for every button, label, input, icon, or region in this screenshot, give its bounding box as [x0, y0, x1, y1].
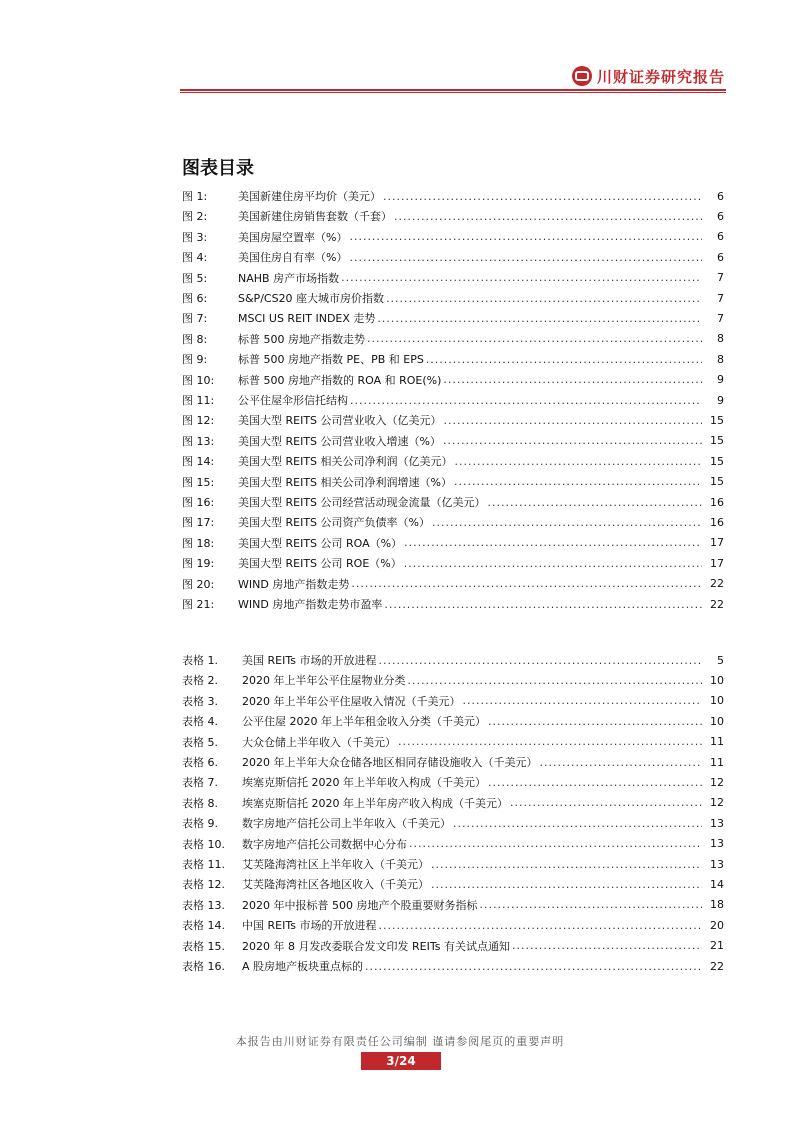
- table-entry-label: 表格 1.: [182, 654, 218, 667]
- table-entry[interactable]: [182, 915, 724, 935]
- figure-entry-page: 9: [717, 373, 724, 387]
- table-entry[interactable]: [182, 813, 724, 833]
- figure-entry[interactable]: [182, 492, 724, 512]
- figure-entry-page: 15: [710, 454, 724, 468]
- table-entry-title: 2020 年中报标普 500 房地产个股重要财务指标: [242, 898, 478, 912]
- table-entry-page: 12: [710, 796, 724, 810]
- figure-entry[interactable]: [182, 512, 724, 532]
- figure-entry-page: 6: [717, 230, 724, 244]
- figure-entry-title: 标普 500 房地产指数的 ROA 和 ROE(%): [238, 373, 442, 387]
- figure-entry-title: 美国大型 REITS 相关公司净利润（亿美元）: [238, 455, 453, 469]
- table-entry-leader: [407, 837, 702, 850]
- table-entry-label: 表格 6.: [182, 756, 218, 769]
- table-entry[interactable]: [182, 752, 724, 772]
- header-rule-thin: [180, 92, 726, 93]
- table-entry[interactable]: [182, 834, 724, 854]
- table-entry-label: 表格 4.: [182, 715, 218, 729]
- figure-entry-label: 图 11:: [182, 394, 215, 407]
- table-entry-title: 埃塞克斯信托 2020 年上半年房产收入构成（千美元）: [242, 796, 508, 810]
- table-entry-label: 表格 11.: [182, 858, 225, 871]
- table-entry-page: 10: [710, 673, 724, 687]
- figure-entry-page: 17: [710, 556, 724, 570]
- figure-entry-leader: [339, 271, 702, 284]
- figure-entry-title: NAHB 房产市场指数: [238, 271, 340, 285]
- table-entry-title: 数字房地产信托公司数据中心分布: [242, 837, 407, 851]
- figure-entry-label: 图 12:: [182, 414, 215, 428]
- figure-entry[interactable]: [182, 431, 724, 451]
- figure-entry-title: 美国新建住房平均价（美元）: [238, 190, 381, 203]
- table-entry-page: 10: [710, 694, 724, 708]
- figure-entry-leader: [402, 536, 702, 549]
- table-entry-title: 埃塞克斯信托 2020 年上半年收入构成（千美元）: [242, 776, 486, 790]
- figure-entry-label: 图 21:: [182, 598, 215, 611]
- figure-entry-page: 9: [717, 393, 724, 407]
- figure-entry-label: 图 14:: [182, 455, 215, 469]
- figure-entry[interactable]: [182, 574, 724, 594]
- figure-entry-page: 15: [710, 475, 724, 489]
- table-entry[interactable]: [182, 691, 724, 711]
- table-entry-title: 2020 年上半年公平住屋收入情况（千美元）: [242, 694, 461, 708]
- figure-entry-page: 7: [717, 271, 724, 285]
- figure-entry-leader: [375, 312, 702, 325]
- header-rule: [180, 89, 726, 91]
- figure-entry-title: 美国房屋空置率（%）: [238, 230, 348, 244]
- table-entry-leader: [363, 960, 702, 973]
- figure-entry-label: 图 5:: [182, 271, 208, 285]
- figure-entry[interactable]: [182, 349, 724, 369]
- figure-entry-leader: [430, 516, 702, 529]
- table-entry-label: 表格 9.: [182, 817, 218, 831]
- figure-entry-label: 图 3:: [182, 230, 208, 244]
- figure-entry-label: 图 8:: [182, 332, 208, 346]
- figure-entry-leader: [347, 251, 702, 264]
- figure-entry[interactable]: [182, 288, 724, 308]
- page-number: 3/24: [361, 1052, 441, 1070]
- figure-entry[interactable]: [182, 227, 724, 247]
- table-entry-label: 表格 2.: [182, 674, 218, 688]
- figure-entry-leader: [349, 577, 702, 590]
- table-entry-page: 18: [710, 898, 724, 912]
- table-entry-label: 表格 3.: [182, 694, 218, 708]
- table-entry-title: 2020 年上半年大众仓储各地区相同存储设施收入（千美元）: [242, 756, 538, 769]
- table-entry-leader: [508, 796, 702, 809]
- footer-disclaimer: 本报告由川财证券有限责任公司编制 谨请参阅尾页的重要声明: [235, 1035, 565, 1048]
- figure-entry-leader: [381, 190, 702, 203]
- figure-entry-title: 美国大型 REITS 相关公司净利润增速（%）: [238, 475, 452, 489]
- table-entry-leader: [486, 715, 702, 728]
- figure-entry-label: 图 9:: [182, 353, 208, 367]
- figure-entry-label: 图 16:: [182, 496, 215, 509]
- figure-entry-label: 图 18:: [182, 536, 215, 550]
- figure-entry-page: 7: [717, 311, 724, 325]
- table-entry[interactable]: [182, 874, 724, 894]
- figure-entry[interactable]: [182, 206, 724, 226]
- figure-entry-leader: [486, 496, 702, 509]
- table-entry-leader: [486, 776, 702, 789]
- table-entry-page: 13: [710, 837, 724, 851]
- figure-entry-label: 图 13:: [182, 434, 215, 448]
- figure-entry-title: 美国大型 REITS 公司营业收入（亿美元）: [238, 414, 442, 428]
- figure-entry-page: 8: [717, 332, 724, 346]
- table-entry-leader: [376, 919, 702, 932]
- figure-entry[interactable]: [182, 247, 724, 267]
- table-entry-title: 数字房地产信托公司上半年收入（千美元）: [242, 817, 451, 831]
- table-entry-label: 表格 7.: [182, 776, 218, 790]
- figure-entry-label: 图 20:: [182, 577, 215, 591]
- figure-entry[interactable]: [182, 553, 724, 573]
- figure-entry-label: 图 7:: [182, 312, 208, 326]
- table-entry[interactable]: [182, 793, 724, 813]
- figure-entry-leader: [392, 210, 702, 223]
- table-entry-leader: [429, 878, 702, 891]
- figure-entry-title: 美国大型 REITS 公司经营活动现金流量（亿美元）: [238, 496, 486, 509]
- figure-entry-title: 美国大型 REITS 公司 ROE（%）: [238, 557, 402, 571]
- figure-entry-label: 图 10:: [182, 373, 215, 387]
- table-entry[interactable]: [182, 650, 724, 670]
- figure-entry-label: 图 4:: [182, 251, 208, 265]
- table-entry-page: 20: [710, 918, 724, 932]
- table-entry-leader: [451, 817, 702, 830]
- table-entry[interactable]: [182, 711, 724, 731]
- figure-entry-leader: [348, 394, 702, 407]
- table-entry-label: 表格 10.: [182, 837, 225, 851]
- figure-entry[interactable]: [182, 472, 724, 492]
- figure-entry-label: 图 2:: [182, 210, 208, 224]
- figure-entry-page: 6: [717, 250, 724, 264]
- figure-entry-leader: [424, 353, 702, 366]
- table-entry-title: A 股房地产板块重点标的: [242, 960, 364, 973]
- figure-entry-leader: [347, 230, 702, 243]
- table-entry-page: 13: [710, 857, 724, 871]
- figure-entry[interactable]: [182, 370, 724, 390]
- figure-entry-title: WIND 房地产指数走势市盈率: [238, 598, 383, 611]
- table-entry-leader: [406, 674, 703, 687]
- figure-entry-title: MSCI US REIT INDEX 走势: [238, 312, 376, 326]
- figure-entry-leader: [382, 598, 702, 611]
- table-entry[interactable]: [182, 895, 724, 915]
- company-logo-icon: [572, 66, 592, 86]
- figure-entry[interactable]: [182, 308, 724, 328]
- table-entry[interactable]: [182, 936, 724, 956]
- table-entry-title: 美国 REITs 市场的开放进程: [242, 654, 377, 667]
- figure-entry-page: 16: [710, 495, 724, 509]
- table-entry-title: 2020 年 8 月发改委联合发文印发 REITs 有关试点通知: [242, 939, 510, 953]
- figure-entry-label: 图 19:: [182, 557, 215, 571]
- table-entry-title: 艾芙隆海湾社区各地区收入（千美元）: [242, 878, 429, 892]
- table-entry-label: 表格 13.: [182, 898, 225, 912]
- table-entry-leader: [538, 756, 703, 769]
- table-entry-leader: [396, 735, 702, 748]
- figure-entry-label: 图 17:: [182, 516, 215, 530]
- figure-entry-label: 图 15:: [182, 475, 215, 489]
- figure-entry-title: 美国大型 REITS 公司营业收入增速（%）: [238, 434, 441, 448]
- table-entry[interactable]: [182, 956, 724, 976]
- table-entry-label: 表格 14.: [182, 919, 225, 933]
- table-entry-page: 14: [710, 877, 724, 891]
- figure-entry-page: 22: [710, 597, 724, 611]
- figure-entry[interactable]: [182, 329, 724, 349]
- table-entry-leader: [477, 898, 702, 911]
- table-entry-leader: [510, 939, 702, 952]
- figure-entry-page: 6: [717, 209, 724, 223]
- figure-entry[interactable]: [182, 451, 724, 471]
- figure-entry-leader: [402, 557, 702, 570]
- figure-entry[interactable]: [182, 594, 724, 614]
- figure-entry-page: 15: [710, 434, 724, 448]
- figure-entry[interactable]: [182, 533, 724, 553]
- table-entry-leader: [461, 694, 703, 707]
- figure-entry-leader: [365, 332, 702, 345]
- table-entry-label: 表格 15.: [182, 939, 225, 953]
- table-entry-title: 公平住屋 2020 年上半年租金收入分类（千美元）: [242, 715, 486, 729]
- table-entry[interactable]: [182, 854, 724, 874]
- table-entry-leader: [376, 654, 702, 667]
- figure-entry-page: 15: [710, 413, 724, 427]
- figure-entry-title: 标普 500 房地产指数 PE、PB 和 EPS: [238, 353, 424, 367]
- table-entry-page: 22: [710, 959, 724, 973]
- table-entry-title: 2020 年上半年公平住屋物业分类: [242, 674, 406, 688]
- table-entry-page: 10: [710, 714, 724, 728]
- figure-entry-leader: [453, 455, 702, 468]
- table-entry[interactable]: [182, 670, 724, 690]
- table-entry-page: 21: [710, 939, 724, 953]
- table-entry-page: 13: [710, 816, 724, 830]
- figure-entry[interactable]: [182, 268, 724, 288]
- figure-entry-leader: [441, 434, 702, 447]
- table-entry-label: 表格 8.: [182, 796, 218, 810]
- table-entry-leader: [429, 858, 702, 871]
- figure-entry-page: 8: [717, 352, 724, 366]
- table-entry-page: 12: [710, 775, 724, 789]
- table-entry-label: 表格 16.: [182, 960, 225, 973]
- figure-entry-title: 公平住屋伞形信托结构: [238, 394, 348, 407]
- figure-entry-title: 美国新建住房销售套数（千套）: [238, 210, 392, 224]
- table-entry-title: 中国 REITs 市场的开放进程: [242, 919, 377, 933]
- figure-entry[interactable]: [182, 186, 724, 206]
- table-entry[interactable]: [182, 772, 724, 792]
- figure-entry-title: 美国大型 REITS 公司资产负债率（%）: [238, 516, 430, 530]
- table-entry[interactable]: [182, 732, 724, 752]
- figure-entry-title: S&P/CS20 座大城市房价指数: [238, 292, 385, 305]
- figure-entry-page: 17: [710, 536, 724, 550]
- figure-entry-page: 7: [717, 291, 724, 305]
- figure-entry-title: 美国大型 REITS 公司 ROA（%）: [238, 536, 403, 550]
- table-entry-page: 5: [717, 653, 724, 667]
- figure-entry-title: 美国住房自有率（%）: [238, 251, 348, 265]
- table-entry-label: 表格 5.: [182, 735, 218, 749]
- table-entry-page: 11: [710, 755, 724, 769]
- figure-entry-page: 16: [710, 515, 724, 529]
- header: [572, 62, 725, 90]
- figure-entry[interactable]: [182, 390, 724, 410]
- figure-entry[interactable]: [182, 410, 724, 430]
- figure-entry-title: 标普 500 房地产指数走势: [238, 332, 365, 346]
- figure-entry-page: 6: [717, 189, 724, 203]
- figure-entry-leader: [441, 373, 702, 386]
- figure-entry-page: 22: [710, 577, 724, 591]
- table-entry-title: 艾芙隆海湾社区上半年收入（千美元）: [242, 858, 429, 871]
- figure-entry-leader: [384, 292, 702, 305]
- figure-entry-label: 图 1:: [182, 190, 208, 203]
- table-entry-page: 11: [710, 735, 724, 749]
- toc-title: 图表目录: [182, 158, 254, 179]
- figure-entry-leader: [442, 414, 702, 427]
- table-entry-title: 大众仓储上半年收入（千美元）: [242, 735, 396, 749]
- table-entry-label: 表格 12.: [182, 878, 225, 892]
- figure-entry-title: WIND 房地产指数走势: [238, 577, 350, 591]
- figure-entry-label: 图 6:: [182, 292, 208, 305]
- header-title: 川财证券研究报告: [596, 67, 725, 86]
- figure-entry-leader: [452, 475, 702, 488]
